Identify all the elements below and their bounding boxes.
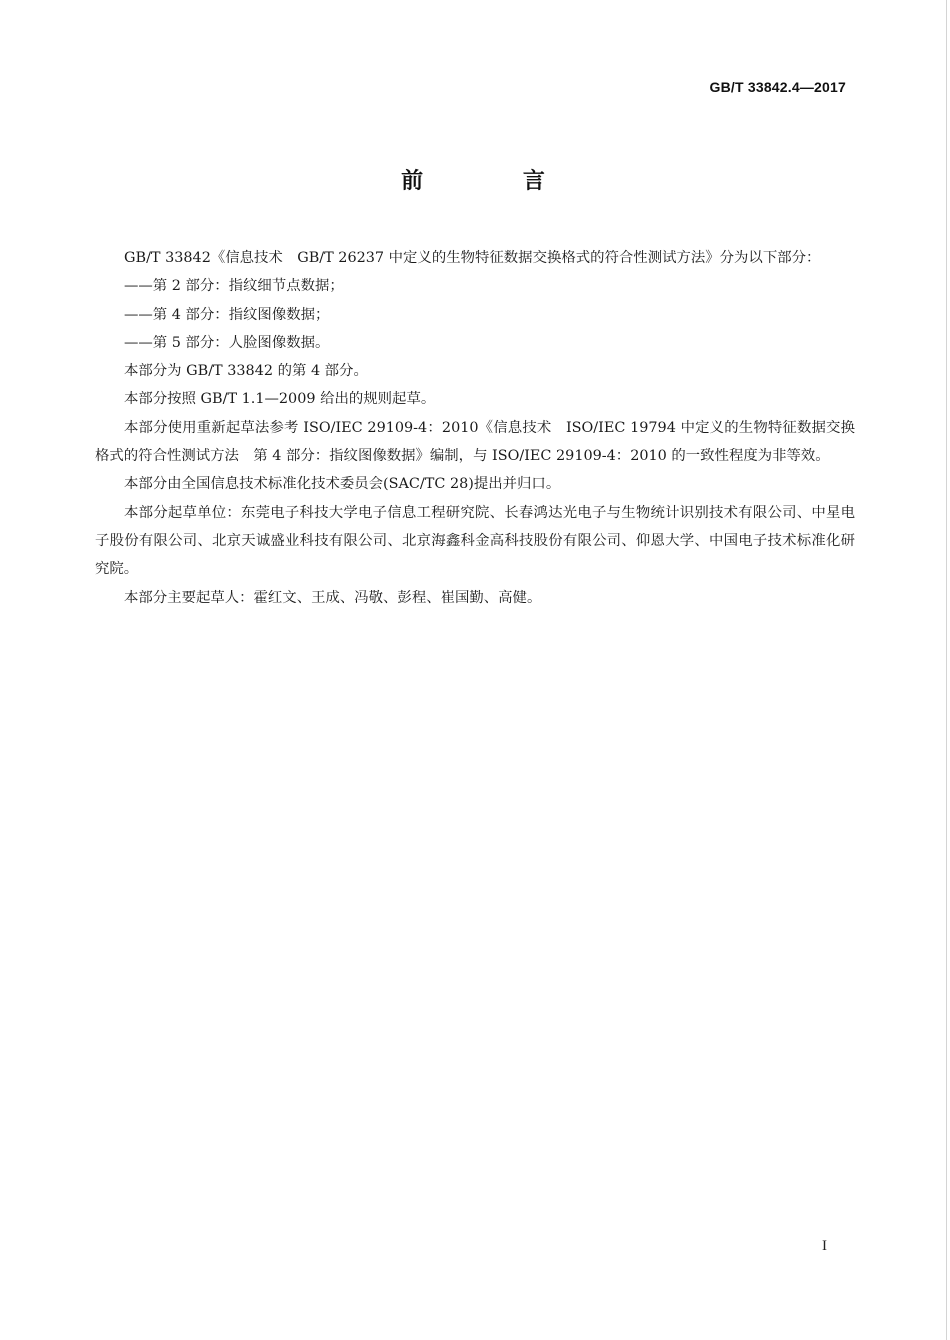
paragraph-drafters: 本部分主要起草人：霍红文、王成、冯敬、彭程、崔国勤、高健。 [124, 589, 542, 606]
foreword-body [95, 244, 855, 612]
list-item-part-4: ——第 4 部分：指纹图像数据； [124, 306, 330, 323]
list-item-part-5: ——第 5 部分：人脸图像数据。 [124, 334, 330, 351]
paragraph-drafting-rules: 本部分按照 GB/T 1.1—2009 给出的规则起草。 [124, 391, 436, 408]
paragraph-drafting-units: 本部分起草单位：东莞电子科技大学电子信息工程研究院、长春鸿达光电子与生物统计识别技术有限公司、中星电子股份有限公司、北京天诚盛业科技有限公司、北京海鑫科金高科技股份有限公司、仰恩大学、中国电子技术标准化研究院。 [95, 504, 855, 578]
paragraph-parts-intro: GB/T 33842《信息技术 GB/T 26237 中定义的生物特征数据交换格式的符合性测试方法》分为以下部分： [124, 250, 821, 266]
paragraph-part-statement: 本部分为 GB/T 33842 的第 4 部分。 [124, 363, 368, 380]
page-title: 前 言 [401, 169, 591, 194]
standard-code-header: GB/T 33842.4—2017 [709, 79, 846, 95]
paragraph-reference-standard: 本部分使用重新起草法参考 ISO/IEC 29109-4：2010《信息技术 ISO/IEC 19794 中定义的生物特征数据交换格式的符合性测试方法 第 4 部分：指纹图像数据》编制，与 ISO/IEC 29109-4：2010 的一致性程度为非等效。 [95, 419, 855, 465]
list-item-part-2: ——第 2 部分：指纹细节点数据； [124, 278, 344, 295]
paragraph-committee: 本部分由全国信息技术标准化技术委员会(SAC/TC 28)提出并归口。 [124, 476, 561, 493]
page-number: I [822, 1238, 827, 1254]
